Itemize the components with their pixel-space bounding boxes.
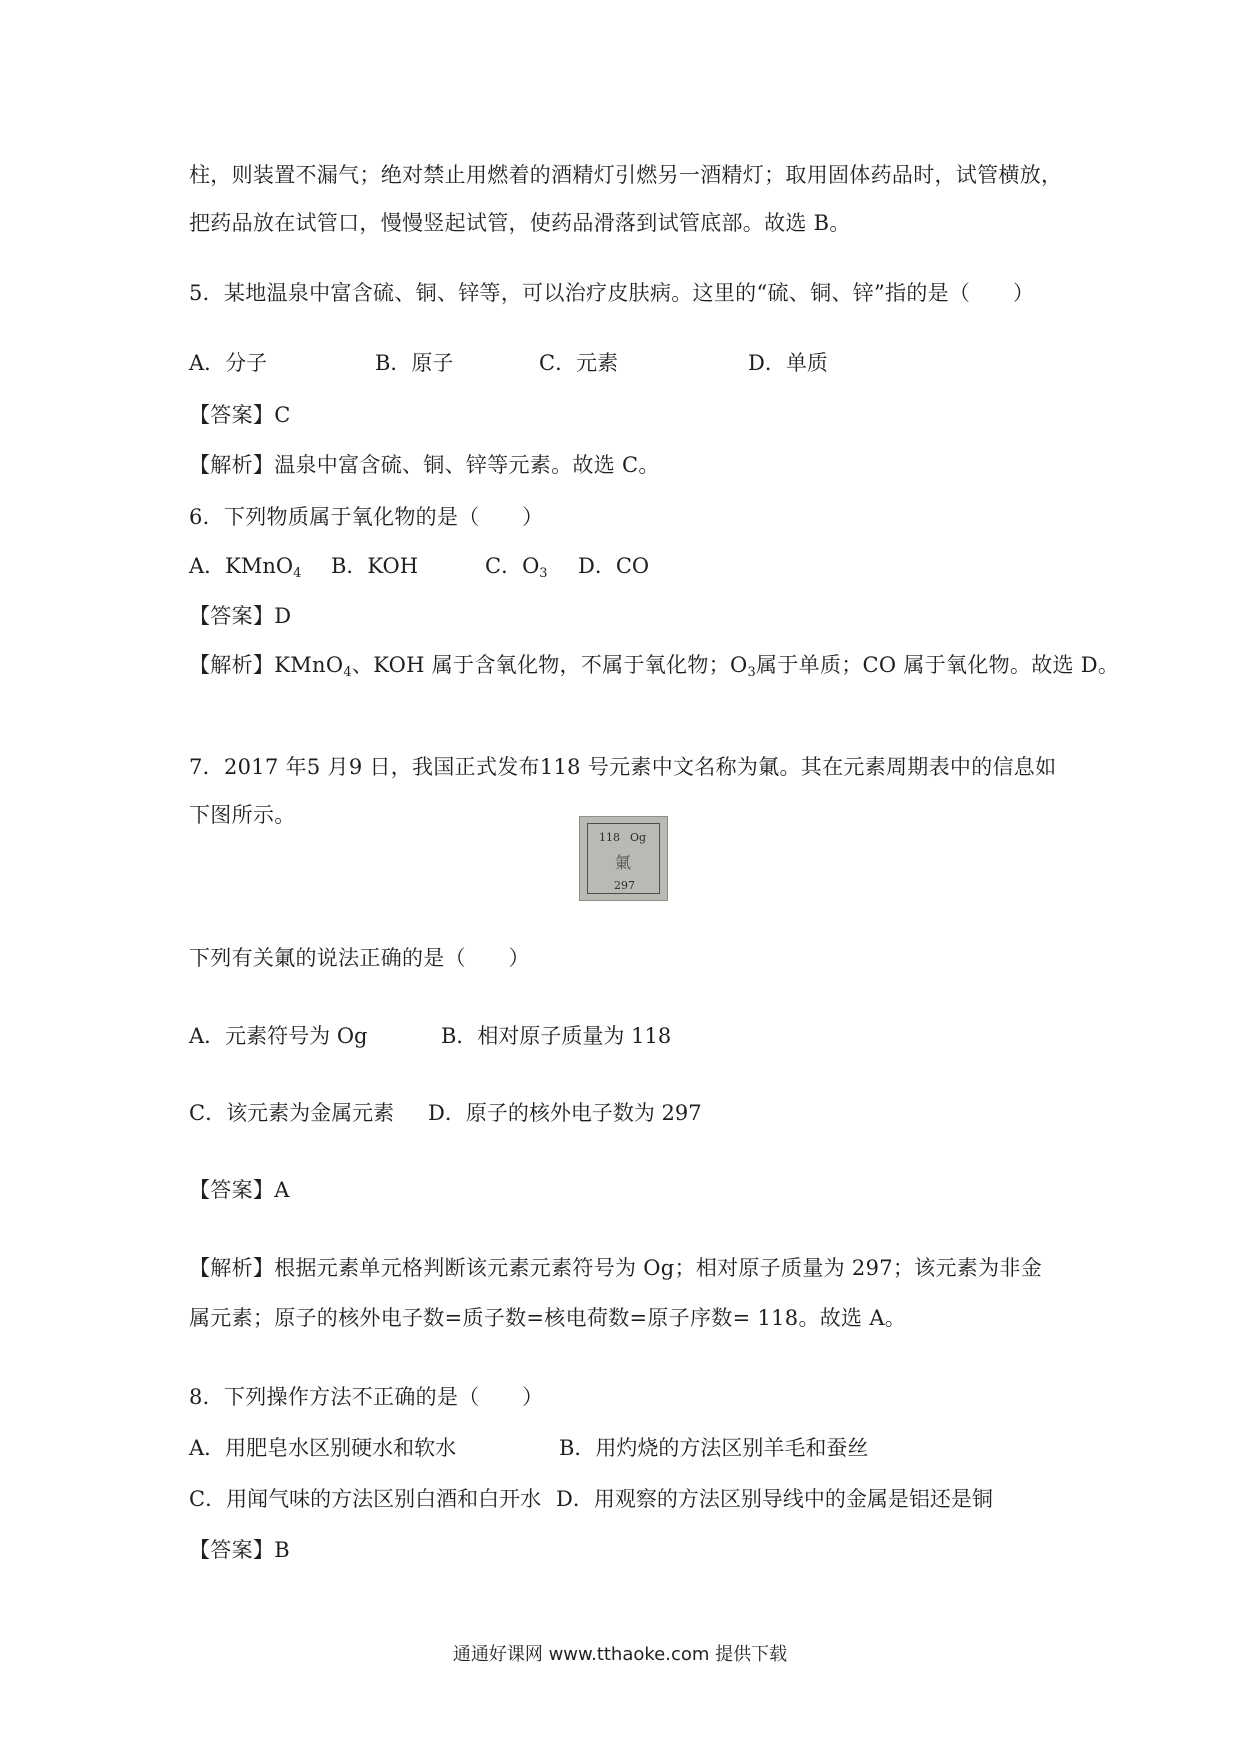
q6-explanation: 【解析】KMnO$_4$、KOH 属于含氧化物，不属于氧化物；$O_3$属于单质；CO 属于氧化物。故选 D。 bbox=[189, 653, 1120, 680]
element-number: 118 bbox=[599, 831, 620, 844]
question-6: 6．下列物质属于氧化物的是（ ） bbox=[189, 505, 544, 529]
q5-explanation: 【解析】温泉中富含硫、铜、锌等元素。故选 C。 bbox=[189, 453, 660, 477]
element-symbol: Og bbox=[630, 831, 647, 844]
question-7: 7．2017 年5 月9 日，我国正式发布118 号元素中文名称为氭。其在元素周期表中的信息如 bbox=[189, 755, 1057, 779]
q6-answer: 【答案】D bbox=[189, 604, 292, 628]
q8-option-d: D．用观察的方法区别导线中的金属是铝还是铜 bbox=[556, 1487, 993, 1511]
element-tile bbox=[579, 816, 668, 901]
q7-answer: 【答案】A bbox=[189, 1178, 290, 1202]
q5-option-b: B．原子 bbox=[375, 351, 454, 375]
q8-answer: 【答案】B bbox=[189, 1538, 290, 1562]
q7-option-a: A．元素符号为 Og bbox=[189, 1024, 368, 1048]
element-mass: 297 bbox=[614, 879, 635, 892]
q8-option-b: B．用灼烧的方法区别羊毛和蚕丝 bbox=[559, 1436, 869, 1460]
text-line: 把药品放在试管口，慢慢竖起试管，使药品滑落到试管底部。故选 B。 bbox=[189, 211, 851, 235]
q8-option-c: C．用闻气味的方法区别白酒和白开水 bbox=[189, 1487, 542, 1511]
q5-option-a: A．分子 bbox=[189, 351, 268, 375]
text-line: 柱，则装置不漏气；绝对禁止用燃着的酒精灯引燃另一酒精灯；取用固体药品时，试管横放， bbox=[189, 163, 1063, 187]
question-7-stem: 下列有关氭的说法正确的是（ ） bbox=[189, 946, 530, 970]
q7-option-c: C．该元素为金属元素 bbox=[189, 1101, 395, 1125]
q5-option-c: C．元素 bbox=[539, 351, 619, 375]
q5-answer: 【答案】C bbox=[189, 403, 291, 427]
q6-option-c: C．$O_3$ bbox=[485, 554, 548, 581]
q6-option-a: A．KMnO$_4$ bbox=[189, 554, 302, 581]
q5-option-d: D．单质 bbox=[748, 351, 828, 375]
q6-option-d: D．CO bbox=[578, 554, 650, 578]
q7-explanation-cont: 属元素；原子的核外电子数=质子数=核电荷数=原子序数= 118。故选 A。 bbox=[189, 1306, 907, 1330]
q7-option-d: D．原子的核外电子数为 297 bbox=[428, 1101, 702, 1125]
q7-option-b: B．相对原子质量为 118 bbox=[441, 1024, 672, 1048]
question-7-cont: 下图所示。 bbox=[189, 803, 296, 827]
question-8: 8．下列操作方法不正确的是（ ） bbox=[189, 1385, 544, 1409]
q7-explanation: 【解析】根据元素单元格判断该元素元素符号为 Og；相对原子质量为 297；该元素为非金 bbox=[189, 1256, 1042, 1280]
question-5: 5．某地温泉中富含硫、铜、锌等，可以治疗皮肤病。这里的“硫、铜、锌”指的是（ ） bbox=[189, 281, 1035, 305]
element-name: 氭 bbox=[615, 853, 632, 872]
q8-option-a: A．用肥皂水区别硬水和软水 bbox=[189, 1436, 457, 1460]
q6-option-b: B．KOH bbox=[331, 554, 419, 578]
page-footer: 通通好课网 www.tthaoke.com 提供下载 bbox=[452, 1644, 788, 1665]
